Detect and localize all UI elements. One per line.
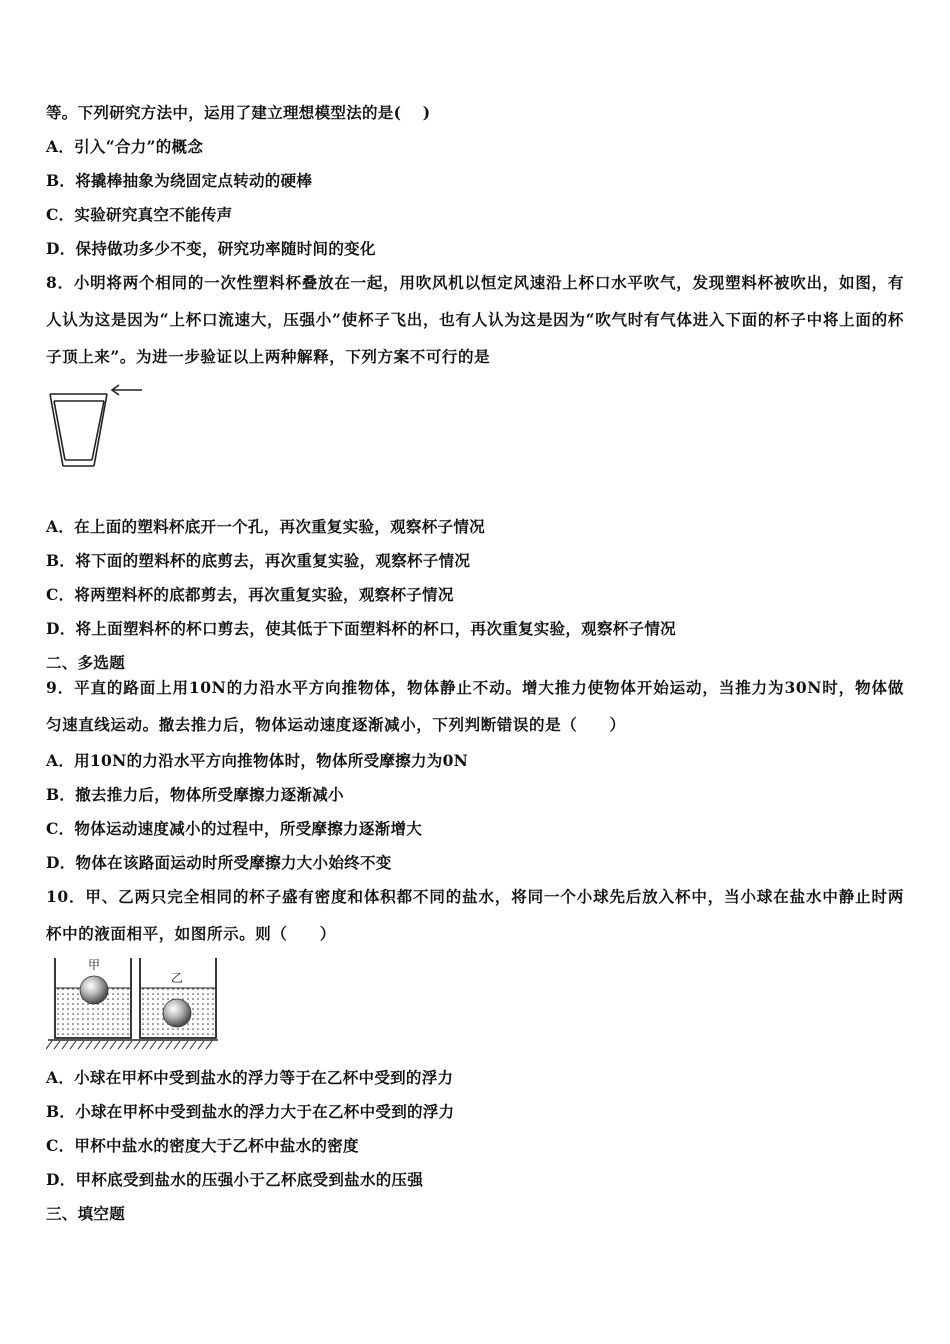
q10-option-c: C．甲杯中盐水的密度大于乙杯中盐水的密度: [46, 1136, 359, 1155]
cup-label-yi: 乙: [171, 971, 184, 985]
q10-option-b: B．小球在甲杯中受到盐水的浮力大于在乙杯中受到的浮力: [46, 1102, 455, 1121]
q7-stem: 等。下列研究方法中，运用了建立理想模型法的是( ): [46, 103, 431, 122]
q8-stem: 8．小明将两个相同的一次性塑料杯叠放在一起，用吹风机以恒定风速沿上杯口水平吹气，发现塑料杯被吹出，如图，有人认为这是因为“上杯口流速大，压强小”使杯子飞出，也有人认为这是因为“吹气时有气体进入下面的杯子中将上面的杯子顶上来”。为进一步验证以上两种解释，下列方案不可行的是: [46, 273, 904, 366]
q10-option-d: D．甲杯底受到盐水的压强小于乙杯底受到盐水的压强: [46, 1170, 424, 1189]
q10-option-a: A．小球在甲杯中受到盐水的浮力等于在乙杯中受到的浮力: [46, 1068, 454, 1087]
q8-option-a: A．在上面的塑料杯底开一个孔，再次重复实验，观察杯子情况: [46, 517, 485, 536]
q8-option-d: D．将上面塑料杯的杯口剪去，使其低于下面塑料杯的杯口，再次重复实验，观察杯子情况: [46, 619, 676, 638]
q9-option-c: C．物体运动速度减小的过程中，所受摩擦力逐渐增大: [46, 819, 423, 838]
stacked-cups-figure: [44, 380, 154, 472]
q7-option-a: A．引入“合力”的概念: [46, 137, 204, 156]
q9-option-a: A．用10N的力沿水平方向推物体时，物体所受摩擦力为0N: [46, 751, 469, 770]
section-title-multiple-choice: 二、多选题: [46, 653, 126, 672]
q9-option-b: B．撤去推力后，物体所受摩擦力逐渐减小: [46, 785, 344, 804]
q7-option-d: D．保持做功多少不变，研究功率随时间的变化: [46, 239, 376, 258]
q10-stem: 10．甲、乙两只完全相同的杯子盛有密度和体积都不同的盐水，将同一个小球先后放入杯中，当小球在盐水中静止时两杯中的液面相平，如图所示。则（ ）: [46, 887, 904, 943]
cup-label-jia: 甲: [88, 958, 101, 972]
q9-option-d: D．物体在该路面运动时所受摩擦力大小始终不变: [46, 853, 392, 872]
q7-option-b: B．将撬棒抽象为绕固定点转动的硬棒: [46, 171, 313, 190]
two-cups-ball-figure: [46, 952, 218, 1054]
q8-option-b: B．将下面的塑料杯的底剪去，再次重复实验，观察杯子情况: [46, 551, 471, 570]
section-title-fill-in: 三、填空题: [46, 1204, 126, 1223]
q9-stem: 9．平直的路面上用10N的力沿水平方向推物体，物体静止不动。增大推力使物体开始运动，当推力为30N时，物体做匀速直线运动。撤去推力后，物体运动速度逐渐减小，下列判断错误的是（ ）: [46, 678, 904, 734]
q8-option-c: C．将两塑料杯的底都剪去，再次重复实验，观察杯子情况: [46, 585, 454, 604]
q7-option-c: C．实验研究真空不能传声: [46, 205, 233, 224]
